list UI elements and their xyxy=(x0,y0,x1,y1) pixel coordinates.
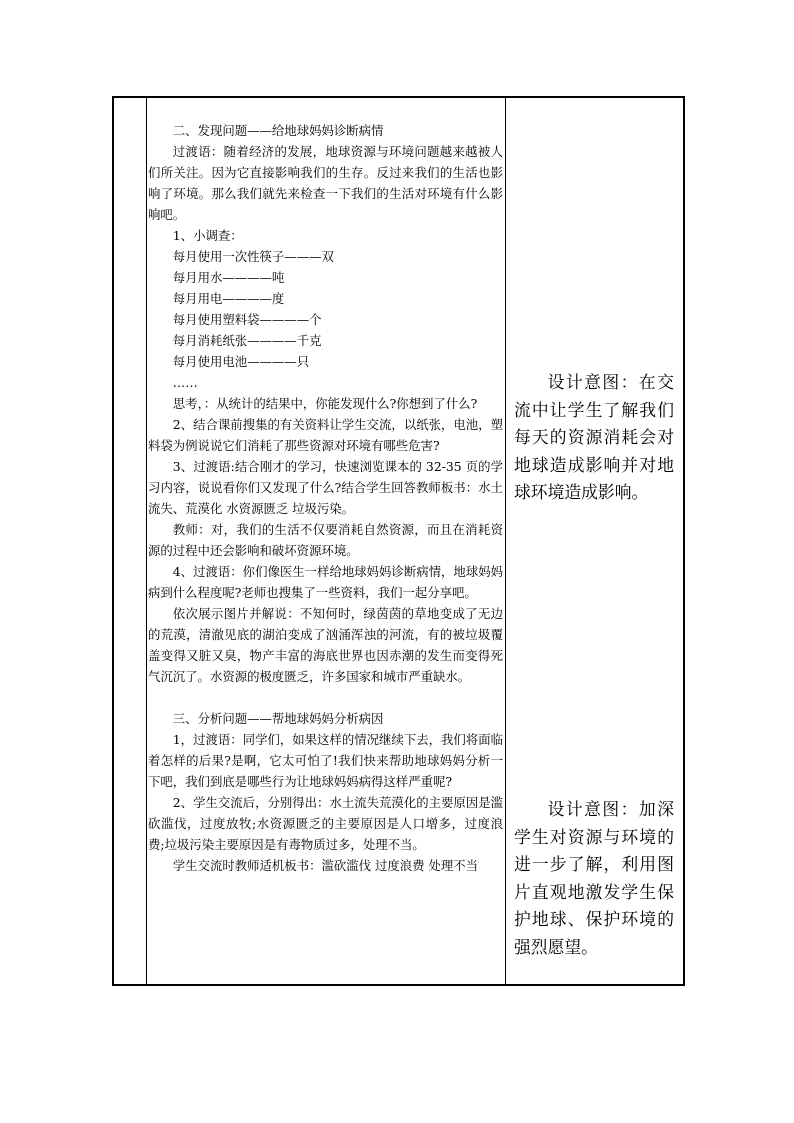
column-divider-left xyxy=(146,98,147,984)
design-intent-1: 设计意图：在交流中让学生了解我们每天的资源消耗会对地球造成影响并对地球环境造成影响。 xyxy=(514,372,674,502)
survey-item: 每月使用塑料袋————个 xyxy=(172,312,322,327)
paragraph: 思考，：从统计的结果中，你能发现什么?你想到了什么? xyxy=(172,396,478,411)
survey-item: 每月消耗纸张————千克 xyxy=(172,333,322,348)
paragraph: 教师：对，我们的生活不仅要消耗自然资源，而且在消耗资源的过程中还会影响和破坏资源环境。 xyxy=(148,522,503,558)
paragraph: 3、过渡语:结合刚才的学习，快速浏览课本的 32-35 页的学习内容，说说看你们又发现了什么?结合学生回答教师板书：水土流失、荒漠化 水资源匮乏 垃圾污染。 xyxy=(148,459,503,516)
survey-item: 每月用水————吨 xyxy=(172,270,285,285)
paragraph: 学生交流时教师适机板书：滥砍滥伐 过度浪费 处理不当 xyxy=(172,858,479,873)
section-heading: 三、分析问题——帮地球妈妈分析病因 xyxy=(172,711,384,726)
paragraph: 过渡语：随着经济的发展，地球资源与环境问题越来越被人们所关注。因为它直接影响我们的生存。反过来我们的生活也影响了环境。那么我们就先来检查一下我们的生活对环境有什么影响吧。 xyxy=(148,144,503,222)
survey-item: 每月使用一次性筷子———双 xyxy=(172,249,334,264)
design-intent-2: 设计意图：加深学生对资源与环境的进一步了解，利用图片直观地激发学生保护地球、保护环境的强烈愿望。 xyxy=(514,799,674,957)
paragraph: 1、小调查： xyxy=(172,228,243,243)
paragraph: 1，过渡语：同学们，如果这样的情况继续下去，我们将面临着怎样的后果?是啊，它太可怕了!我们快来帮助地球妈妈分析一下吧，我们到底是哪些行为让地球妈妈病得这样严重呢? xyxy=(148,732,503,789)
paragraph: 2、学生交流后，分别得出：水土流失荒漠化的主要原因是滥砍滥伐，过度放牧;水资源匮乏的主要原因是人口增多，过度浪费;垃圾污染主要原因是有毒物质过多，处理不当。 xyxy=(148,795,503,852)
paragraph: 4、过渡语：你们像医生一样给地球妈妈诊断病情，地球妈妈病到什么程度呢?老师也搜集了一些资料，我们一起分享吧。 xyxy=(148,564,503,600)
survey-item: 每月使用电池————只 xyxy=(172,354,310,369)
teaching-process-column xyxy=(148,120,503,986)
lesson-plan-table xyxy=(112,96,685,986)
ellipsis: …… xyxy=(172,375,198,390)
paragraph: 依次展示图片并解说：不知何时，绿茵茵的草地变成了无边的荒漠，清澈见底的湖泊变成了汹涌浑浊的河流，有的被垃圾覆盖变得又脏又臭，物产丰富的海底世界也因赤潮的发生而变得死气沉沉了。水资源的极度匮乏，许多国家和城市严重缺水。 xyxy=(148,606,503,684)
section-heading: 二、发现问题——给地球妈妈诊断病情 xyxy=(172,123,384,138)
paragraph: 2、结合课前搜集的有关资料让学生交流，以纸张，电池，塑料袋为例说说它们消耗了那些资源对环境有哪些危害? xyxy=(148,417,503,453)
column-divider-right xyxy=(505,98,506,984)
survey-item: 每月用电————度 xyxy=(172,291,285,306)
